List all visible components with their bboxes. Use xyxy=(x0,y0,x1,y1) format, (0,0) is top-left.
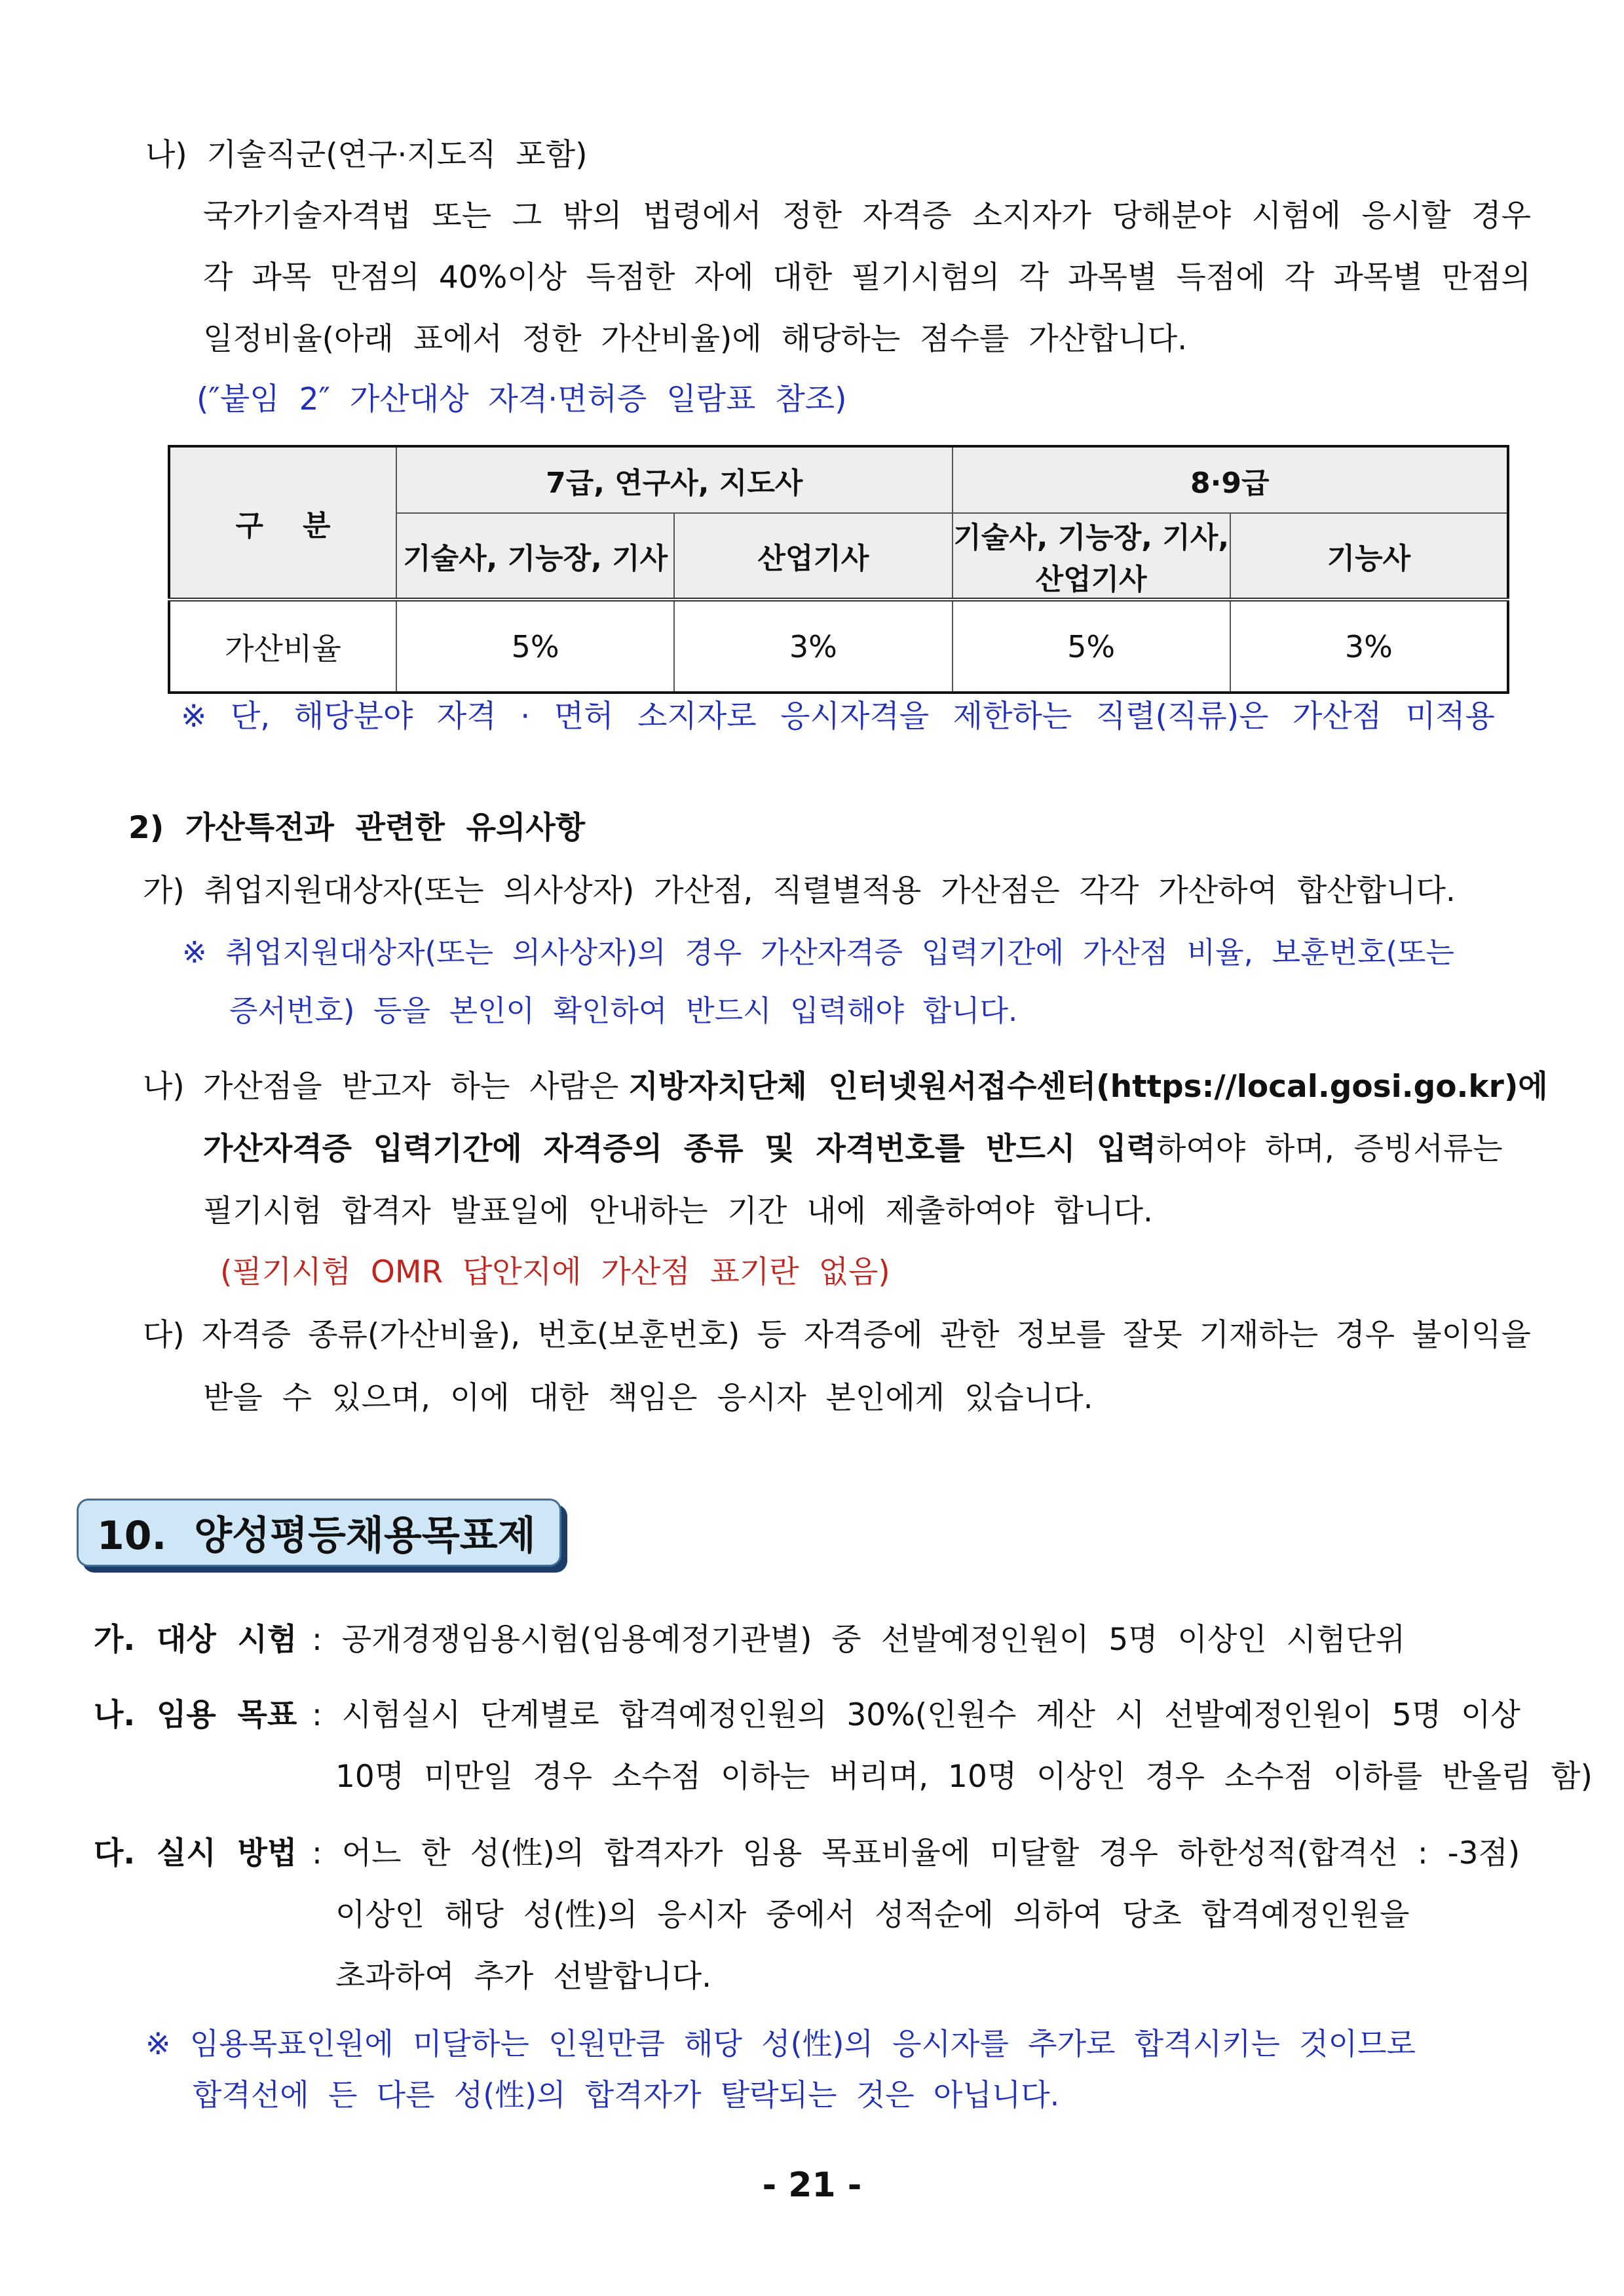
section10-na-label: 나. 임용 목표 xyxy=(94,1697,297,1733)
section2-na-line-1-normal: 가산점을 받고자 하는 사람은 xyxy=(203,1069,629,1105)
section2-na-line-2 xyxy=(203,1128,1503,1170)
section2-ga-note-2: 증서번호) 등을 본인이 확인하여 반드시 입력해야 합니다. xyxy=(229,993,1018,1028)
word: 불이익을 xyxy=(1412,1317,1531,1353)
section2-na-note: (필기시험 OMR 답안지에 가산점 표기란 없음) xyxy=(220,1254,890,1290)
section2-na-line-2-bold: 가산자격증 입력기간에 자격증의 종류 및 자격번호를 반드시 입력 xyxy=(203,1131,1156,1167)
table-header-group-7: 7급, 연구사, 지도사 xyxy=(396,446,953,513)
section2-na-line-1-bold: 지방자치단체 인터넷원서접수센터(https://local.gosi.go.kr)에 xyxy=(628,1069,1548,1105)
table-cell: 5% xyxy=(953,600,1230,693)
section2-na-prefix: 나) xyxy=(143,1069,185,1105)
section10-ga-label: 가. 대상 시험 xyxy=(94,1622,297,1658)
section10-na-text-2: 10명 미만일 경우 소수점 이하는 버리며, 10명 이상인 경우 소수점 이하를 반올림 함) xyxy=(335,1759,1593,1795)
word: 번호(보훈번호) xyxy=(537,1317,740,1353)
word: 필기시험의 xyxy=(851,259,1000,296)
word: 가산점 xyxy=(1293,698,1382,735)
word: 40%이상 xyxy=(438,259,567,296)
item-na-heading: 나) 기술직군(연구·지도직 포함) xyxy=(145,137,588,173)
word: 당해분야 xyxy=(1112,198,1232,234)
word: 과목 xyxy=(252,259,312,296)
word: 득점에 xyxy=(1176,259,1266,296)
word: 득점한 xyxy=(586,259,675,296)
word: 자격증에 xyxy=(803,1317,923,1353)
section10-na-text-1: : 시험실시 단계별로 합격예정인원의 30%(인원수 계산 시 선발예정인원이 5명 이상 xyxy=(312,1697,1520,1733)
word: 제한하는 xyxy=(953,698,1072,735)
section10-da-label: 다. 실시 방법 xyxy=(94,1835,297,1871)
word: 밖의 xyxy=(562,198,622,234)
page-number: - 21 - xyxy=(762,2166,862,2205)
word: 정보를 xyxy=(1016,1317,1106,1353)
item-na-line-1 xyxy=(203,195,1531,237)
table-header-gubun: 구분 xyxy=(169,446,396,600)
word: 잘못 xyxy=(1122,1317,1182,1353)
section10-note-2: 합격선에 든 다른 성(性)의 합격자가 탈락되는 것은 아닙니다. xyxy=(193,2077,1060,2113)
section2-da-line-2: 받을 수 있으며, 이에 대한 책임은 응시자 본인에게 있습니다. xyxy=(203,1380,1093,1416)
section2-na-line-1 xyxy=(203,1066,1548,1108)
word: 과목별 xyxy=(1333,259,1423,296)
word: 법령에서 xyxy=(643,198,762,234)
word: 시험에 xyxy=(1251,198,1341,234)
section2-title: 2) 가산특전과 관련한 유의사항 xyxy=(128,810,586,846)
word: 다) xyxy=(143,1317,185,1353)
word: 경우 xyxy=(1335,1317,1395,1353)
section10-da-text-1: : 어느 한 성(性)의 합격자가 임용 목표비율에 미달할 경우 하한성적(합격선 : -3점) xyxy=(312,1835,1520,1871)
word: ※ xyxy=(181,698,207,735)
word: 단, xyxy=(230,698,271,735)
word: 대한 xyxy=(772,259,833,296)
table-header-group-89: 8·9급 xyxy=(953,446,1509,513)
word: 소지자로 xyxy=(637,698,757,735)
word: 각 xyxy=(1019,259,1049,296)
word: 소지자가 xyxy=(972,198,1091,234)
table-cell: 5% xyxy=(396,600,674,693)
word: 그 xyxy=(512,198,542,234)
section2-da-line-1 xyxy=(143,1314,1531,1356)
section10-da-text-3: 초과하여 추가 선발합니다. xyxy=(335,1959,712,1995)
word: 국가기술자격법 xyxy=(203,198,411,234)
word: 각 xyxy=(1284,259,1315,296)
word: 기재하는 xyxy=(1199,1317,1319,1353)
word: 자격증 xyxy=(201,1317,292,1353)
table-subheader: 기능사 xyxy=(1230,513,1508,600)
section10-ga-text: : 공개경쟁임용시험(임용예정기관별) 중 선발예정인원이 5명 이상인 시험단위 xyxy=(312,1622,1406,1658)
section10-note-1: ※ 임용목표인원에 미달하는 인원만큼 해당 성(性)의 응시자를 추가로 합격시키는 것이므로 xyxy=(145,2026,1416,2061)
word: 직렬(직류)은 xyxy=(1095,698,1269,735)
word: 등 xyxy=(757,1317,787,1353)
table-cell: 3% xyxy=(674,600,952,693)
word: 미적용 xyxy=(1405,698,1495,735)
item-na-line-2 xyxy=(203,257,1531,299)
section2-ga: 가) 취업지원대상자(또는 의사상자) 가산점, 직렬별적용 가산점은 각각 가산하여 합산합니다. xyxy=(143,873,1456,909)
word: 자격증 xyxy=(862,198,952,234)
word: 자격 xyxy=(436,698,497,735)
word: 면허 xyxy=(554,698,614,735)
table-note xyxy=(181,696,1495,738)
section10-da-text-2: 이상인 해당 성(性)의 응시자 중에서 성적순에 의하여 당초 합격예정인원을 xyxy=(335,1897,1410,1933)
word: 과목별 xyxy=(1068,259,1158,296)
word: 관한 xyxy=(939,1317,1000,1353)
word: 각 xyxy=(203,259,233,296)
section10-title: 10. 양성평등채용목표제 xyxy=(97,1513,536,1559)
word: 만점의 xyxy=(1441,259,1531,296)
word: 또는 xyxy=(432,198,492,234)
word: 응시할 xyxy=(1361,198,1451,234)
section10-heading xyxy=(77,1499,561,1567)
word: 만점의 xyxy=(330,259,420,296)
table-subheader: 산업기사 xyxy=(674,513,952,600)
word: 경우 xyxy=(1471,198,1531,234)
table-subheader: 기술사, 기능장, 기사 xyxy=(396,513,674,600)
section2-na-line-2-normal: 하여야 하며, 증빙서류는 xyxy=(1156,1131,1503,1167)
table-subheader: 기술사, 기능장, 기사, 산업기사 xyxy=(953,513,1230,600)
word: 자에 xyxy=(694,259,754,296)
word: 종류(가산비율), xyxy=(308,1317,521,1353)
ratio-table xyxy=(168,445,1509,694)
word: 정한 xyxy=(782,198,842,234)
word: 응시자격을 xyxy=(780,698,930,735)
word: 해당분야 xyxy=(293,698,413,735)
table-cell: 3% xyxy=(1230,600,1508,693)
section2-na-line-3: 필기시험 합격자 발표일에 안내하는 기간 내에 제출하여야 합니다. xyxy=(203,1193,1153,1229)
item-na-line-3: 일정비율(아래 표에서 정한 가산비율)에 해당하는 점수를 가산합니다. xyxy=(203,321,1188,357)
item-na-reference: (″붙임 2″ 가산대상 자격·면허증 일람표 참조) xyxy=(197,381,847,417)
table-row-label: 가산비율 xyxy=(169,600,396,693)
word: · xyxy=(520,698,531,735)
section2-ga-note-1: ※ 취업지원대상자(또는 의사상자)의 경우 가산자격증 입력기간에 가산점 비율, 보훈번호(또는 xyxy=(182,935,1454,970)
